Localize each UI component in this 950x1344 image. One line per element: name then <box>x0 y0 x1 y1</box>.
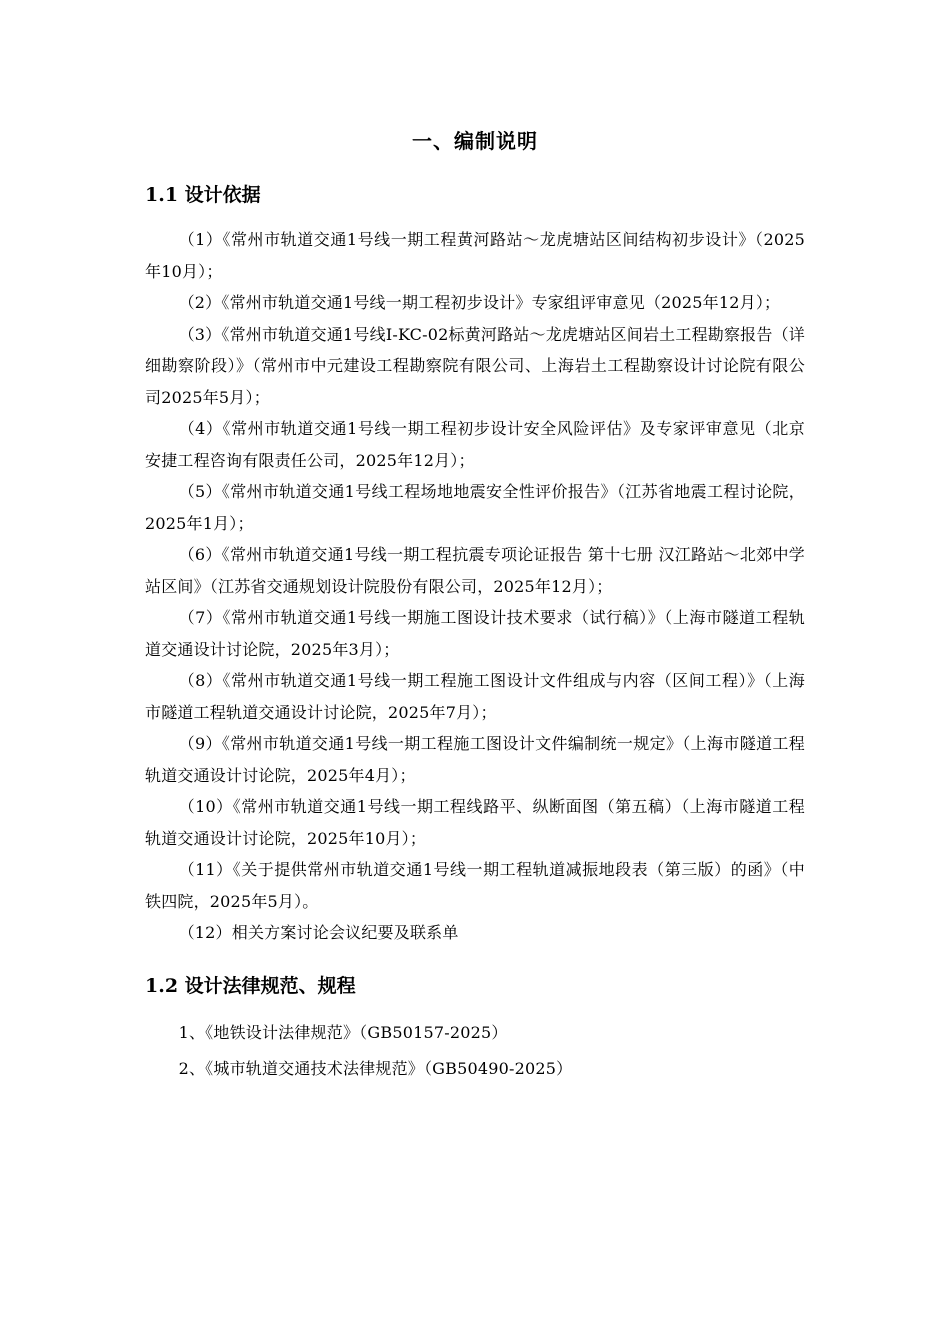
basis-item-1: （1）《常州市轨道交通1号线一期工程黄河路站～龙虎塘站区间结构初步设计》（2025年10月）； <box>145 230 805 281</box>
document-content <box>145 118 805 1087</box>
basis-item-4: （4）《常州市轨道交通1号线一期工程初步设计安全风险评估》及专家评审意见（北京安捷工程咨询有限责任公司，2025年12月）； <box>145 419 805 470</box>
basis-item-5: （5）《常州市轨道交通1号线工程场地地震安全性评价报告》（江苏省地震工程讨论院，2025年1月）； <box>145 482 805 533</box>
basis-item-9: （9）《常州市轨道交通1号线一期工程施工图设计文件编制统一规定》（上海市隧道工程轨道交通设计讨论院，2025年4月）； <box>145 734 805 785</box>
basis-item-12: （12）相关方案讨论会议纪要及联系单 <box>178 923 459 942</box>
code-item-2: 2、《城市轨道交通技术法律规范》（GB50490-2025） <box>178 1058 573 1078</box>
basis-item-8: （8）《常州市轨道交通1号线一期工程施工图设计文件组成与内容（区间工程）》（上海市隧道工程轨道交通设计讨论院，2025年7月）； <box>145 671 805 722</box>
section-title-design-basis: 1.1 设计依据 <box>145 184 261 206</box>
basis-item-2: （2）《常州市轨道交通1号线一期工程初步设计》专家组评审意见（2025年12月）； <box>178 293 781 312</box>
basis-item-10: （10）《常州市轨道交通1号线一期工程线路平、纵断面图（第五稿）（上海市隧道工程轨道交通设计讨论院，2025年10月）； <box>145 797 805 848</box>
basis-item-7: （7）《常州市轨道交通1号线一期施工图设计技术要求（试行稿）》（上海市隧道工程轨道交通设计讨论院，2025年3月）； <box>145 608 805 659</box>
code-item-1: 1、《地铁设计法律规范》（GB50157-2025） <box>178 1022 508 1042</box>
basis-item-6: （6）《常州市轨道交通1号线一期工程抗震专项论证报告 第十七册 汉江路站～北郊中学站区间》（江苏省交通规划设计院股份有限公司，2025年12月）； <box>145 545 805 596</box>
chapter-title: 一、编制说明 <box>412 129 538 153</box>
basis-item-11: （11）《关于提供常州市轨道交通1号线一期工程轨道减振地段表（第三版）的函》（中铁四院，2025年5月）。 <box>145 860 805 911</box>
section-title-design-codes: 1.2 设计法律规范、规程 <box>145 974 356 997</box>
basis-item-3: （3）《常州市轨道交通1号线I-KC-02标黄河路站～龙虎塘站区间岩土工程勘察报告（详细勘察阶段）》（常州市中元建设工程勘察院有限公司、上海岩土工程勘察设计讨论院有限公司2025年5月）； <box>145 324 805 407</box>
